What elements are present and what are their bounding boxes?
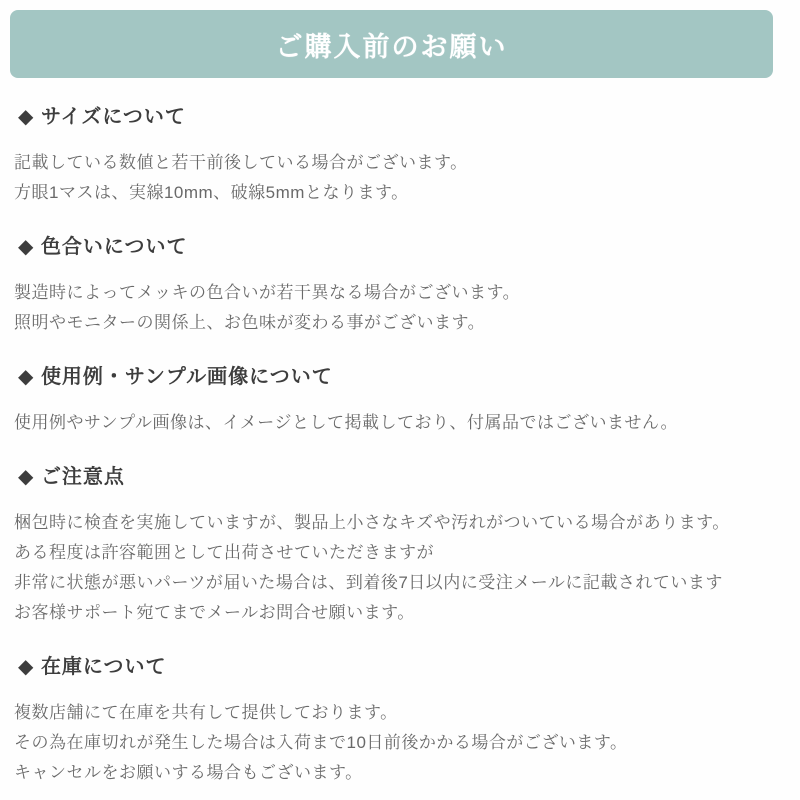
section-color — [14, 234, 780, 338]
section-sample-images — [14, 364, 780, 438]
body-line: お客様サポート宛てまでメールお問合せ願います。 — [14, 603, 415, 622]
section-body-size — [14, 148, 780, 208]
body-line: 使用例やサンプル画像は、イメージとして掲載しており、付属品ではございません。 — [14, 413, 678, 432]
notice-content — [0, 104, 800, 788]
body-line: 記載している数値と若干前後している場合がございます。 — [14, 153, 468, 172]
body-line: キャンセルをお願いする場合もございます。 — [14, 763, 363, 782]
body-line: 方眼1マスは、実線10mm、破線5mmとなります。 — [14, 183, 409, 202]
notice-title-banner — [10, 10, 773, 78]
body-line: 梱包時に検査を実施していますが、製品上小さなキズや汚れがついている場合があります。 — [14, 513, 730, 532]
body-line: 非常に状態が悪いパーツが届いた場合は、到着後7日以内に受注メールに記載されています — [14, 573, 723, 592]
section-size — [14, 104, 780, 208]
body-line: 複数店舗にて在庫を共有して提供しております。 — [14, 703, 398, 722]
section-body-stock — [14, 698, 780, 788]
section-heading-sample-images: ◆ 使用例・サンプル画像について — [18, 366, 333, 388]
page-title: ご購入前のお願い — [275, 31, 508, 62]
body-line: その為在庫切れが発生した場合は入荷まで10日前後かかる場合がございます。 — [14, 733, 628, 752]
section-heading-size: ◆ サイズについて — [18, 106, 186, 128]
section-heading-caution: ◆ ご注意点 — [18, 466, 125, 488]
section-body-caution — [14, 508, 780, 628]
section-heading-stock: ◆ 在庫について — [18, 656, 167, 678]
body-line: 照明やモニターの関係上、お色味が変わる事がございます。 — [14, 313, 486, 332]
section-stock — [14, 654, 780, 788]
section-body-sample-images — [14, 408, 780, 438]
body-line: ある程度は許容範囲として出荷させていただきますが — [14, 543, 434, 562]
section-caution — [14, 464, 780, 628]
section-heading-color: ◆ 色合いについて — [18, 236, 188, 258]
section-body-color — [14, 278, 780, 338]
body-line: 製造時によってメッキの色合いが若干異なる場合がございます。 — [14, 283, 521, 302]
